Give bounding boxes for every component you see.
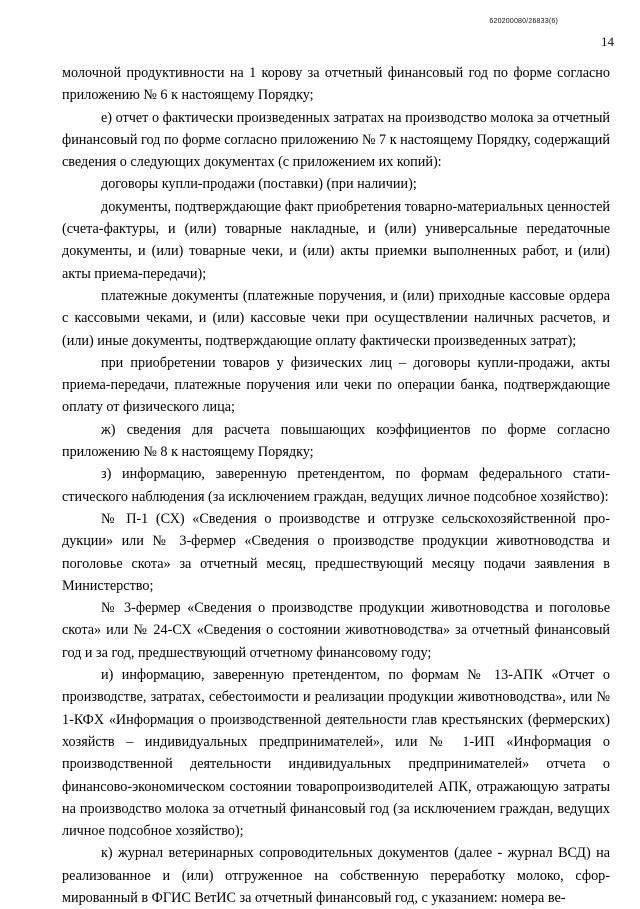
paragraph-individuals: при приобретении товаров у физических лиц – договоры купли-продажи, акты приема-передачи, платежные поручения или чеки по операции банка, подтверждающие оплату от физического лица; [62, 354, 610, 416]
paragraph-form-3-fermer: № 3-фермер «Сведения о производстве продукции животноводства и поголовье скота» или № 24-СХ «Сведения о состоянии животноводства» за отчетный финансовый год и за год, предшествующий отчетному финансовому году; [62, 600, 610, 661]
paragraph-item-k: к) журнал ветеринарных сопроводительных документов (далее - журнал ВСД) на реализованное и (или) отгруженное на собственную переработку молоко, сформированный в ФГИС ВетИС за отчетный финансовый год, с указанием: номера ве- [62, 845, 610, 906]
paragraph-item-e: е) отчет о фактически произведенных затратах на производство молока за отчетный финансовый год по форме согласно приложению № 7 к настоящему Порядку, содержащий сведения о следующих документах (с приложением их копий): [62, 109, 610, 171]
paragraph-purchase-documents: документы, подтверждающие факт приобретения товарно-материальных ценностей (счета-фактуры, и (или) товарные накладные, и (или) универсальные передаточные документы, и (или) товарные чеки, и (или) акты приемки выполненных работ, и (или) акты приема-передачи); [62, 198, 610, 282]
paragraph-item-zh: ж) сведения для расчета повышающих коэффициентов по форме согласно приложению № 8 к настоящему Порядку; [62, 421, 610, 461]
paragraph-item-z: з) информацию, заверенную претендентом, по формам федерального статистического наблюдения (за исключением граждан, ведущих личное подсобное хозяйство): [62, 466, 610, 505]
paragraph-item-i: и) информацию, заверенную претендентом, по формам № 13-АПК «Отчет о производстве, затратах, себестоимости и реализации продукции животноводства», или № 1-КФХ «Информация о производственной деятельности глав крестьянских (фермерских) хозяйств – индивидуальных предпринимателей», или № 1-ИП «Информация о производственной деятельности индивидуальных предпринимателей» отчета о финансово-экономическом состоянии товаропроизводителей АПК, отражающую затраты на производство молока за отчетный финансовый год (за исключением граждан, ведущих личное подсобное хозяйство); [62, 667, 610, 840]
paragraph-payment-documents: платежные документы (платежные поручения, и (или) приходные кассовые ордера с кассовыми чеками, и (или) кассовые чеки при осуществлении наличных расчетов, и (или) иные документы, подтверждающие оплату фактически произведенных затрат); [62, 287, 610, 349]
paragraph-continuation: молочной продуктивности на 1 корову за отчетный финансовый год по форме согласно приложению № 6 к настоящему Порядку; [62, 65, 610, 104]
paragraph-form-p1: № П-1 (СХ) «Сведения о производстве и отгрузке сельскохозяйственной продукции» или № 3-фермер «Сведения о производстве продукции животноводства и поголовье скота» за отчетный месяц, предшествующий месяцу подачи заявления в Министерство; [62, 510, 610, 594]
document-body [62, 62, 610, 909]
paragraph-contracts: договоры купли-продажи (поставки) (при наличии); [101, 176, 417, 193]
page-number: 14 [601, 34, 614, 49]
document-code: 620200080/26833(6) [489, 18, 558, 25]
